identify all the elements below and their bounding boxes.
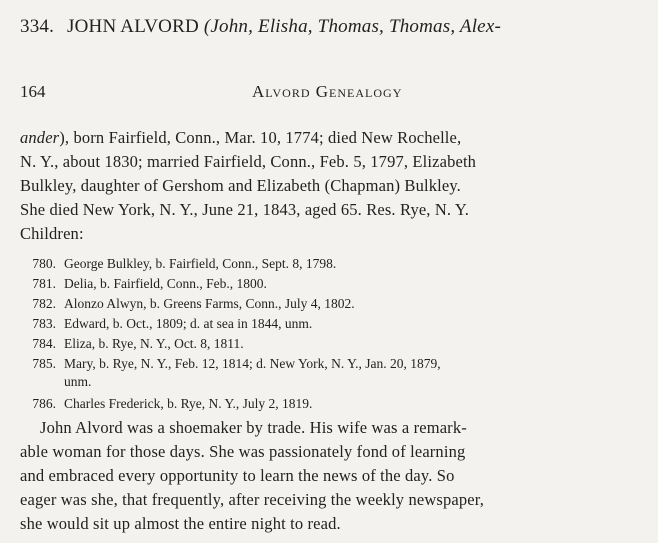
closing-line: eager was she, that frequently, after receiving the weekly newspaper,: [20, 490, 484, 509]
closing-line: and embraced every opportunity to learn the news of the day. So: [20, 466, 455, 485]
child-text: unm.: [64, 374, 92, 389]
entry-lineage: (John, Elisha, Thomas, Thomas, Alex-: [203, 16, 501, 37]
child-text: Delia, b. Fairfield, Conn., Feb., 1800.: [64, 276, 267, 291]
intro-line: She died New York, N. Y., June 21, 1843, aged 65. Res. Rye, N. Y.: [20, 200, 470, 219]
intro-line: N. Y., about 1830; married Fairfield, Conn., Feb. 5, 1797, Elizabeth: [20, 152, 477, 171]
child-text: Charles Frederick, b. Rye, N. Y., July 2, 1819.: [64, 396, 313, 411]
child-number: 781.: [32, 276, 56, 291]
child-text: George Bulkley, b. Fairfield, Conn., Sept. 8, 1798.: [64, 256, 337, 271]
child-text: Edward, b. Oct., 1809; d. at sea in 1844, unm.: [64, 316, 313, 331]
child-number: 785.: [32, 356, 56, 371]
intro-line: ander), born Fairfield, Conn., Mar. 10, 1774; died New Rochelle,: [20, 128, 462, 147]
intro-line: Bulkley, daughter of Gershom and Elizabeth (Chapman) Bulkley.: [20, 176, 461, 195]
page-number: 164: [20, 82, 46, 101]
entry-heading: [20, 16, 501, 38]
child-number: 786.: [32, 396, 56, 411]
child-number: 784.: [32, 336, 56, 351]
child-text: Mary, b. Rye, N. Y., Feb. 12, 1814; d. New York, N. Y., Jan. 20, 1879,: [64, 356, 441, 371]
child-text: Eliza, b. Rye, N. Y., Oct. 8, 1811.: [64, 336, 244, 351]
intro-lead: ander: [20, 128, 60, 147]
closing-line: John Alvord was a shoemaker by trade. His wife was a remark-: [40, 418, 467, 437]
child-number: 783.: [32, 316, 56, 331]
closing-line: able woman for those days. She was passionately fond of learning: [20, 442, 466, 461]
entry-number: 334.: [20, 16, 55, 37]
child-text: Alonzo Alwyn, b. Greens Farms, Conn., July 4, 1802.: [64, 296, 355, 311]
running-title: Alvord Genealogy: [252, 82, 403, 101]
intro-line: Children:: [20, 224, 84, 243]
closing-line: she would sit up almost the entire night to read.: [20, 514, 341, 533]
entry-name: JOHN ALVORD: [67, 16, 199, 37]
child-number: 780.: [32, 256, 56, 271]
child-number: 782.: [32, 296, 56, 311]
